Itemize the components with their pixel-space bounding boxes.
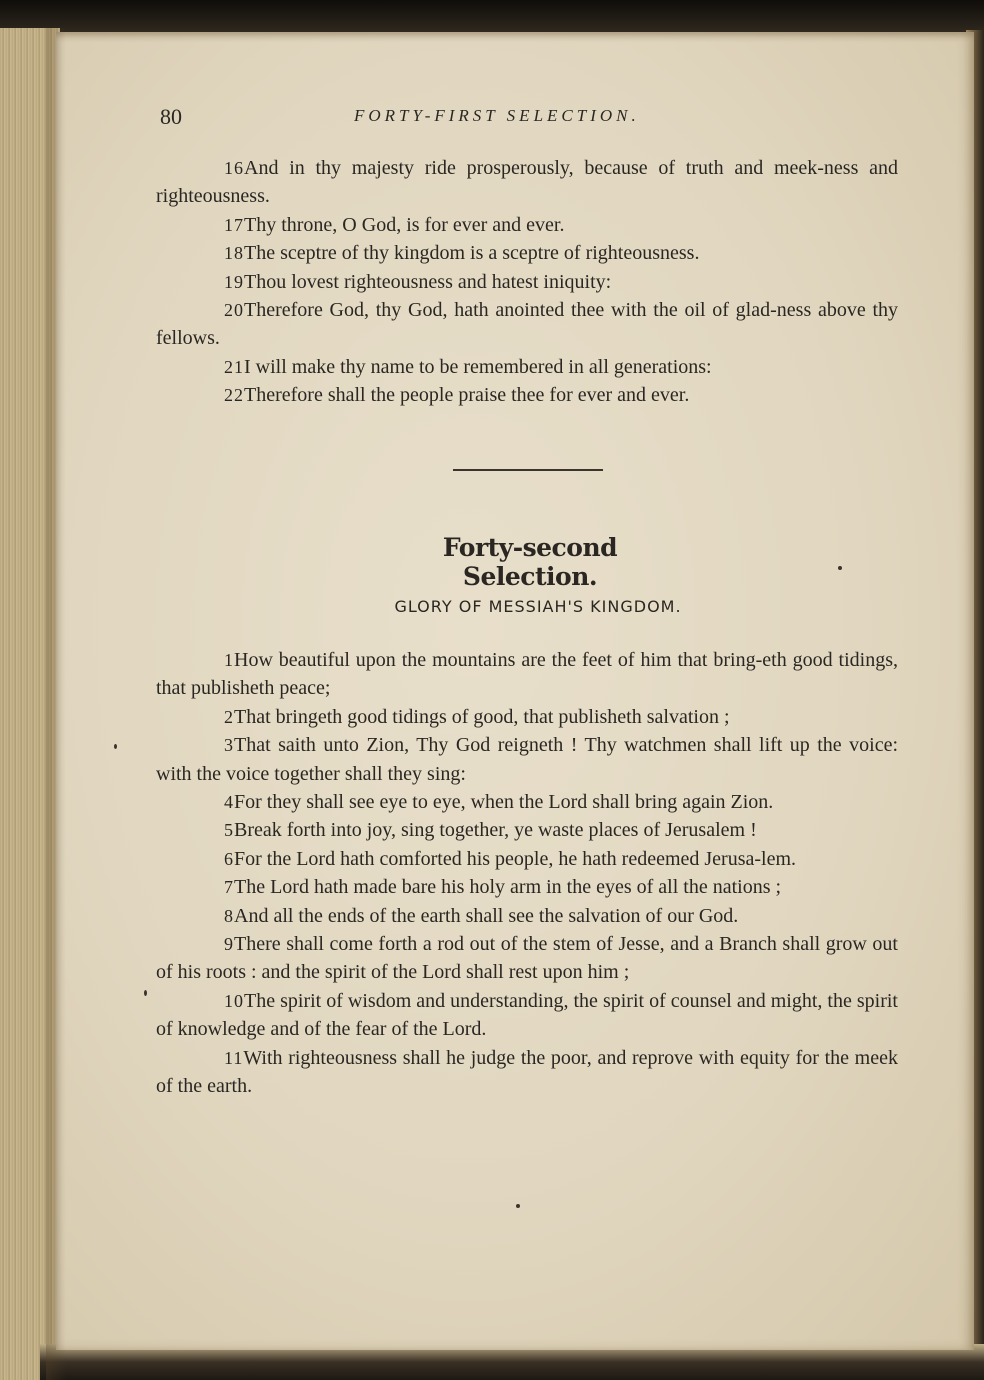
verse-number: 20 [224,300,244,321]
verse [156,845,898,873]
verse [156,296,898,353]
ink-speck [838,566,842,570]
previous-selection-verses [156,154,898,410]
verse [156,239,898,267]
verse-text: And in thy majesty ride prosperously, because of truth and meek-ness and righteousness. [156,157,898,208]
verse-text: For they shall see eye to eye, when the Lord shall bring again Zion. [234,791,774,814]
verse-number: 11 [224,1047,244,1068]
verse [156,873,898,901]
verse [156,703,898,731]
verse-text: And all the ends of the earth shall see the salvation of our God. [234,904,739,927]
verse [156,1044,898,1101]
verse-text: For the Lord hath comforted his people, he hath redeemed Jerusa-lem. [234,847,797,870]
ink-speck [516,1204,520,1208]
verse-number: 3 [224,735,234,756]
verse-text: Thy throne, O God, is for ever and ever. [244,213,565,236]
verse-number: 16 [224,158,244,178]
selection-title: Forty-second Selection. [442,533,618,591]
verse [156,211,898,239]
page-gutter-shadow [46,28,66,1380]
verse-text: With righteousness shall he judge the poor, and reprove with equity for the meek of the earth. [156,1046,898,1098]
ink-speck [144,990,147,996]
verse [156,154,898,211]
section-divider [453,469,603,471]
verse-text: That bringeth good tidings of good, that publisheth salvation ; [234,705,730,728]
verse-number: 2 [224,706,234,727]
verse [156,788,898,816]
verse-number: 1 [224,650,234,670]
verse-number: 22 [224,385,244,406]
verse-text: That saith unto Zion, Thy God reigneth ! Thy watchmen shall lift up the voice: with the voice together shall they sing: [156,734,898,785]
verse-number: 19 [224,271,244,292]
verse-text: Break forth into joy, sing together, ye waste places of Jerusalem ! [234,819,757,842]
verse-text: Thou lovest righteousness and hatest iniquity: [244,270,612,293]
verse-number: 21 [224,356,244,377]
verse-number: 18 [224,243,244,264]
verse [156,353,898,381]
verse-text: Therefore shall the people praise thee for ever and ever. [244,384,690,407]
verse [156,987,898,1044]
verse-text: Therefore God, thy God, hath anointed thee with the oil of glad-ness above thy fellows. [156,299,898,350]
verse-text: How beautiful upon the mountains are the feet of him that bring-eth good tidings, that publisheth peace; [156,649,898,700]
verse [156,731,898,788]
verse [156,930,898,987]
verse-text: The Lord hath made bare his holy arm in the eyes of all the nations ; [234,876,782,899]
page-number: 80 [160,104,182,129]
verse-text: I will make thy name to be remembered in all generations: [244,355,712,378]
verse-number: 8 [224,905,234,926]
verse-number: 4 [224,792,234,813]
selection-subtitle: GLORY OF MESSIAH'S KINGDOM. [394,597,682,616]
verse [156,268,898,296]
verse-number: 6 [224,848,234,869]
verse [156,646,898,703]
verse [156,381,898,409]
verse-text: The spirit of wisdom and understanding, the spirit of counsel and might, the spirit of knowledge and of the fear of the Lord. [156,989,898,1041]
verse-number: 9 [224,934,234,955]
verse-text: There shall come forth a rod out of the stem of Jesse, and a Branch shall grow out of his roots : and the spirit of the Lord shall rest upon him ; [156,933,898,984]
verse [156,902,898,930]
verse-text: The sceptre of thy kingdom is a sceptre of righteousness. [244,242,700,265]
ink-speck [114,744,117,749]
verse [156,816,898,844]
verse-number: 5 [224,820,234,841]
verse-number: 7 [224,877,234,898]
verse-number: 10 [224,990,244,1011]
running-head: FORTY-FIRST SELECTION. [354,106,640,125]
verse-number: 17 [224,214,244,235]
selection-verses [156,646,898,1101]
